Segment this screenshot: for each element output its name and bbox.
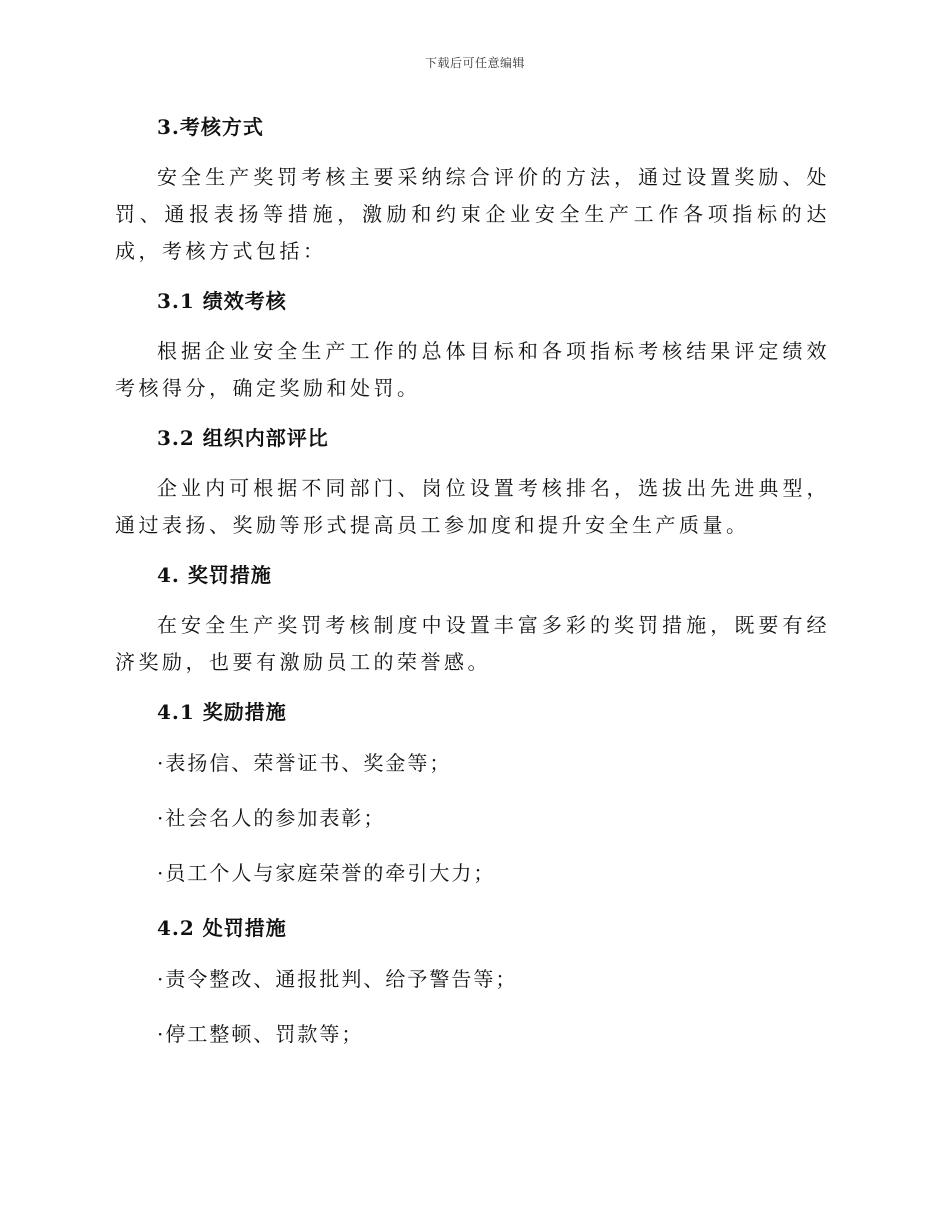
document-body [115,108,830,1070]
section-4-paragraph: 在安全生产奖罚考核制度中设置丰富多彩的奖罚措施，既要有经济奖励，也要有激励员工的荣誉感。 [115,613,830,674]
section-3-2-heading: 3.2 组织内部评比 [157,426,329,450]
penalty-item: ·责令整改、通报批判、给予警告等； [157,967,518,991]
penalty-item: ·停工整顿、罚款等； [157,1022,364,1046]
section-3-paragraph: 安全生产奖罚考核主要采纳综合评价的方法，通过设置奖励、处罚、通报表扬等措施，激励和约束企业安全生产工作各项指标的达成，考核方式包括： [115,165,830,263]
section-4-heading: 4. 奖罚措施 [157,563,272,587]
section-3-heading: 3.考核方式 [157,115,264,139]
reward-item: ·表扬信、荣誉证书、奖金等； [157,751,452,775]
section-4-2-heading: 4.2 处罚措施 [157,916,287,940]
header-note: 下载后可任意编辑 [424,56,525,70]
section-3-1-heading: 3.1 绩效考核 [157,289,287,313]
section-4-1-heading: 4.1 奖励措施 [157,700,287,724]
section-3-2-paragraph: 企业内可根据不同部门、岗位设置考核排名，选拔出先进典型，通过表扬、奖励等形式提高员工参加度和提升安全生产质量。 [115,476,830,537]
reward-item: ·社会名人的参加表彰； [157,806,386,830]
section-3-1-paragraph: 根据企业安全生产工作的总体目标和各项指标考核结果评定绩效考核得分，确定奖励和处罚。 [115,339,830,400]
reward-item: ·员工个人与家庭荣誉的牵引大力； [157,861,496,885]
